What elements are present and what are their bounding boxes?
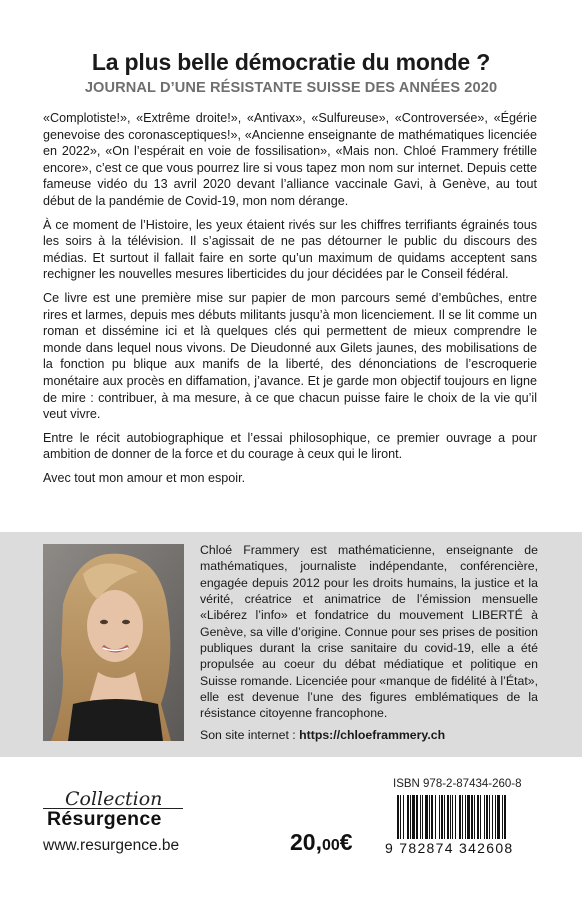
barcode-bar: [495, 795, 496, 839]
barcode-bar: [459, 795, 461, 839]
barcode-bar: [462, 795, 463, 839]
author-section: [0, 532, 582, 757]
barcode-bar: [465, 795, 466, 839]
barcode-bar: [431, 795, 433, 839]
barcode-bar: [486, 795, 488, 839]
blurb-paragraph: «Complotiste!», «Extrême droite!», «Antivax», «Sulfureuse», «Controversée», «Égérie genevoise des coronasceptiques!», «Ancienne enseignante de mathématiques licenciée en 2022», «On l’espérait en voie de fossilisation», «Mais non. Chloé Frammery frétille encore», c’est ce que vous pourrez lire si vous tapez mon nom sur internet. Depuis cette fameuse vidéo du 13 avril 2020 devant l’alliance vaccinale Gavi, à Genève, au tout début de la pandémie de Covid-19, mon nom dérange.: [43, 111, 537, 208]
barcode-bar: [444, 795, 445, 839]
barcode-bar: [400, 795, 401, 839]
barcode-bar: [420, 795, 421, 839]
barcode-bar: [489, 795, 490, 839]
author-website-line: [200, 727, 538, 743]
blurb-paragraph: Ce livre est une première mise sur papier de mon parcours semé d’embûches, entre rires et larmes, depuis mes débuts militants jusqu’à mon licenciement. Il se lit comme un roman et dissémine ici et là quelques clés qui permettent de mieux comprendre le monde dans lequel nous vivons. De Dieudonné aux Gilets jaunes, des mobilisations de la fonction pu blique aux manifs de la liberté, des dénonciations de l’escroquerie monétaire aux procès en diffamation, j’avance. Et je garde mon objectif toujours en ligne de mire : contribuer, à ma mesure, à ce que chacun puisse faire le choix de la vie qu’il veut vivre.: [43, 290, 537, 422]
barcode-bar: [416, 795, 418, 839]
barcode-bar: [452, 795, 453, 839]
barcode-bar: [439, 795, 440, 839]
author-website-link[interactable]: https://chloeframmery.ch: [299, 727, 446, 742]
barcode-bar: [397, 795, 399, 839]
barcode-bar: [497, 795, 500, 839]
price-cents: 00: [321, 837, 340, 854]
price-currency: €: [339, 829, 353, 855]
barcode-bar: [450, 795, 451, 839]
isbn-label: ISBN 978-2-87434-260-8: [393, 778, 522, 790]
isbn-digits: 9 782874 342608: [385, 840, 514, 856]
book-subtitle: JOURNAL D’UNE RÉSISTANTE SUISSE DES ANNÉES 2020: [84, 80, 498, 96]
publisher-name: Résurgence: [47, 808, 162, 830]
barcode-bar: [441, 795, 443, 839]
barcode-bar: [455, 795, 456, 839]
back-cover-blurb: [43, 110, 537, 493]
barcode-bar: [480, 795, 481, 839]
author-photo: [43, 544, 184, 741]
book-title: La plus belle démocratie du monde ?: [91, 49, 491, 75]
barcode-bar: [477, 795, 479, 839]
price-tag: [290, 829, 353, 856]
publisher-url[interactable]: www.resurgence.be: [43, 837, 180, 854]
publisher-logo: [43, 790, 193, 836]
barcode-bar: [425, 795, 428, 839]
barcode-bar: [410, 795, 411, 839]
blurb-paragraph: À ce moment de l’Histoire, les yeux étaient rivés sur les chiffres terrifiants égrainés tous les soirs à la télévision. Il s’agissait de ne pas détourner le public du discours des médias. Et surtout il fallait faire en sorte qu’un maximum de quidams acceptent sans rechigner les nouvelles mesures liberticides du jour décidées par le Conseil fédéral.: [43, 217, 537, 282]
barcode-bar: [429, 795, 430, 839]
isbn-barcode: [385, 774, 540, 866]
author-bio: [200, 542, 538, 743]
barcode-bar: [484, 795, 485, 839]
barcode-bar: [447, 795, 449, 839]
barcode-bar: [504, 795, 506, 839]
author-website-label: Son site internet :: [200, 727, 296, 742]
price-whole: 20,: [290, 829, 322, 855]
blurb-paragraph: Entre le récit autobiographique et l’essai philosophique, ce premier ouvrage a pour ambition de donner de la force et du courage à ceux qui le liront.: [43, 430, 537, 462]
author-bio-text: Chloé Frammery est mathématicienne, enseignante de mathématiques, journaliste indépendante, conférencière, engagée depuis 2012 pour les droits humains, la justice et la vérité, créatrice et animatrice de l’émission mensuelle «Libérez l’info» et fondatrice du mouvement LIBERTÉ à Genève, sa ville d’origine. Connue pour ses prises de position publiques durant la crise sanitaire du covid-19, elle a été propulsée au coeur du débat médiatique et politique en Suisse romande. Licenciée pour «manque de fidélité à l’État», elle est devenue l’une des figures emblématiques de la résistance citoyenne francophone.: [200, 543, 538, 721]
barcode-bar: [471, 795, 473, 839]
blurb-closing: Avec tout mon amour et mon espoir.: [43, 470, 246, 485]
barcode-bar: [502, 795, 503, 839]
barcode-bars: [385, 795, 540, 841]
barcode-bar: [492, 795, 493, 839]
barcode-bar: [422, 795, 423, 839]
barcode-bar: [412, 795, 415, 839]
barcode-bar: [407, 795, 409, 839]
barcode-bar: [435, 795, 436, 839]
barcode-bar: [474, 795, 475, 839]
collection-label: Collection: [65, 788, 163, 810]
barcode-bar: [403, 795, 404, 839]
barcode-bar: [467, 795, 470, 839]
